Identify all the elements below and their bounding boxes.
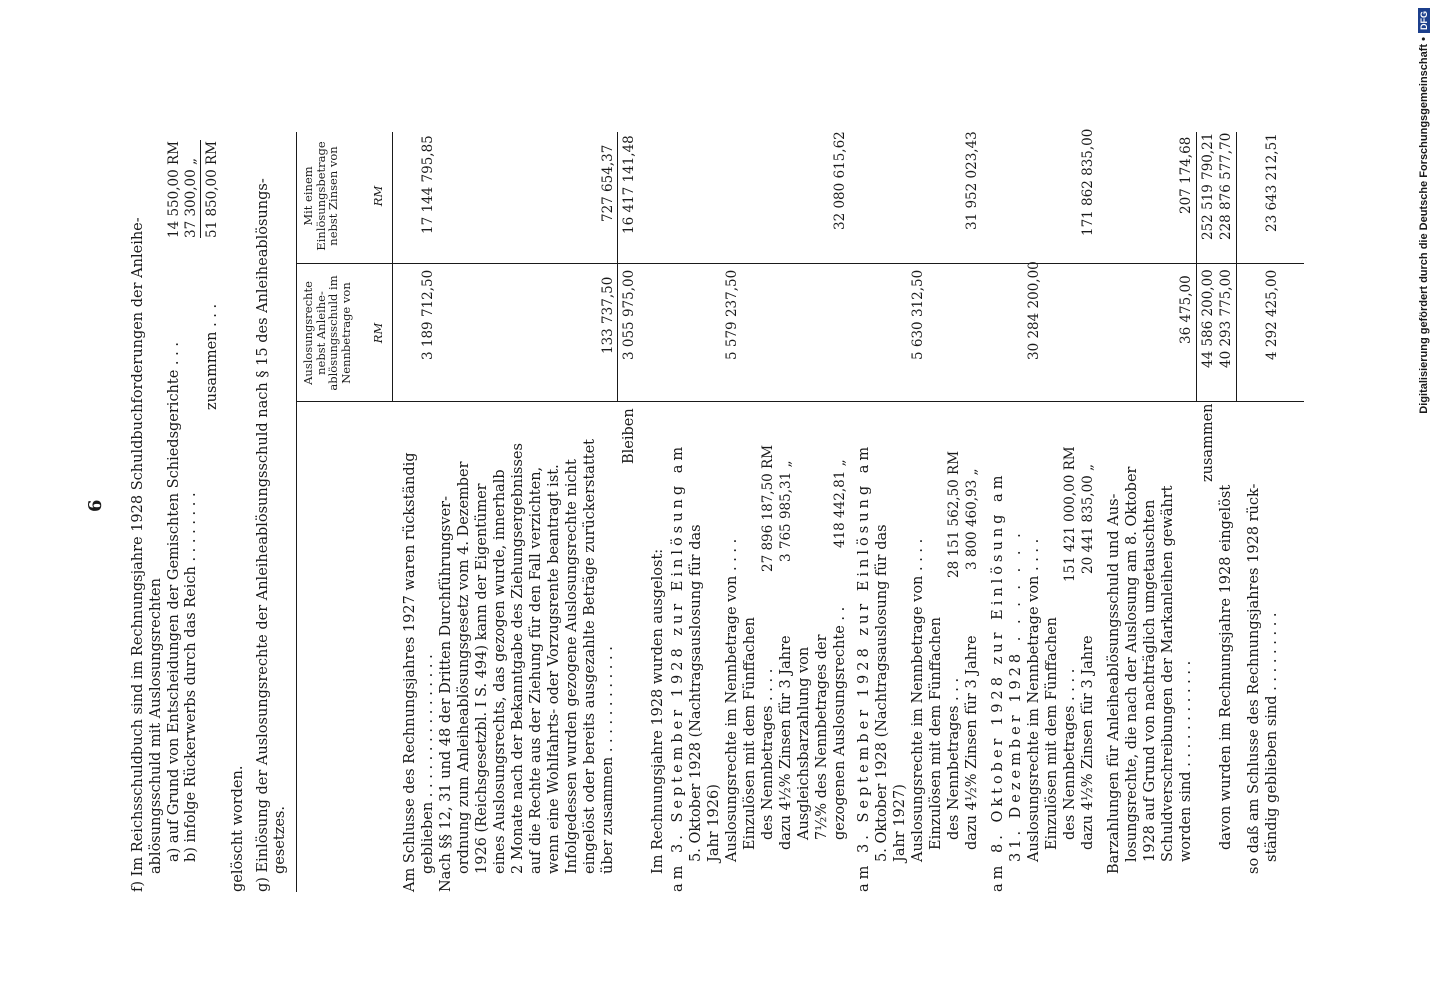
draw1-line-9: 7½% des Nennbetrages der — [814, 634, 830, 840]
draw2-line-3: Jahr 1927) — [892, 784, 908, 862]
draw3-line-6: dazu 4½% Zinsen für 3 Jahre — [1080, 635, 1096, 850]
table-col-rule-1 — [296, 401, 1304, 402]
draw2-amount: 31 952 023,43 — [964, 131, 980, 230]
f-line-a: a) auf Grund von Entscheidungen der Gemischten Schiedsgerichte . . . — [166, 342, 182, 862]
header-col-nominal-unit: RM — [371, 322, 385, 344]
draw2-line-2: 5. Oktober 1928 (Nachtragsauslosung für das — [874, 524, 890, 862]
zusammen-nominal: 44 586 200,00 — [1200, 269, 1216, 368]
block1-line-6: 2 Monate nach der Bekanntgabe des Ziehungsergebnisses — [510, 443, 526, 874]
draw2-line-5: Einzulösen mit dem Fünffachen — [928, 617, 944, 850]
header-col-nominal: Auslosungsrechte nebst Anleihe-ablösungsschuld im Nennbetrage von — [301, 275, 353, 391]
barz-amount: 207 174,68 — [1178, 136, 1194, 214]
draw3-line-2: 31. Dezember 1928 . . . . . . . — [1008, 529, 1024, 862]
block1-line-2: Nach §§ 12, 31 und 48 der Dritten Durchführungsver- — [438, 496, 454, 892]
draw3-line-4: Einzulösen mit dem Fünffachen — [1044, 617, 1060, 850]
block1-line-1: geblieben . . . . . . . . . . . . . . . . — [420, 654, 436, 874]
barz-line-1: losungsrechte, die nach der Auslosung am 8. Oktober — [1124, 466, 1140, 862]
dfg-logo: DFG — [1418, 8, 1430, 33]
draw2-value-1: 28 151 562,50 RM — [946, 450, 962, 578]
page-number: 6 — [85, 499, 106, 512]
draw1-nominal: 5 579 237,50 — [724, 269, 740, 360]
draw1-value-1: 27 896 187,50 RM — [760, 444, 776, 572]
draw3-line-5: des Nennbetrages . . . . — [1062, 668, 1078, 840]
header-col-amount-unit: RM — [371, 185, 385, 207]
f-b-value: 37 300,00 „ — [183, 158, 199, 238]
draw1-line-2: 5. Oktober 1928 (Nachtragsauslosung für das — [688, 524, 704, 862]
draw3-value-1: 151 421 000,00 RM — [1062, 446, 1078, 582]
header-col-amount: Mit einem Einlösungsbetrage nebst Zinsen von — [301, 141, 340, 251]
draw1-line-3: Jahr 1926) — [706, 784, 722, 862]
eingeloest-label: davon wurden im Rechnungsjahre 1928 eingelöst — [1218, 484, 1234, 850]
f-sum-rule — [200, 140, 201, 238]
block1-line-5: eines Auslosungsrechts, das gezogen wurde, innerhalb — [492, 469, 508, 874]
table-header-rule — [392, 132, 393, 402]
row1-nominal: 3 189 712,50 — [420, 269, 436, 360]
f-zusammen: zusammen . . . — [204, 303, 220, 410]
barz-line-3: Schuldverschreibungen der Markanleihen gewährt — [1160, 485, 1176, 862]
f-line-b: b) infolge Rückerwerbs durch das Reich . . . . . . . . — [183, 492, 199, 862]
row2-nominal: 133 737,50 — [600, 276, 616, 354]
zusammen-label: zusammen — [1200, 403, 1216, 482]
f-a-value: 14 550,00 RM — [166, 141, 182, 238]
eingeloest-nominal: 40 293 775,00 — [1218, 269, 1234, 368]
rest-line-2: ständig geblieben sind . . . . . . . . . — [1264, 612, 1280, 862]
block1-line-4: 1926 (Reichsgesetzbl. I S. 494) kann der Eigentümer — [474, 483, 490, 874]
draw2-line-6: des Nennbetrages . . . — [946, 677, 962, 840]
ausgelost-intro: Im Rechnungsjahre 1928 wurden ausgelost: — [650, 548, 666, 874]
table-col-rule-2 — [296, 263, 1304, 264]
f-line-2: ablösungsschuld mit Auslosungsrechten — [148, 578, 164, 874]
draw2-line-4: Auslosungsrechte im Nennbetrage von . . . . — [910, 538, 926, 862]
credit-strip — [1412, 0, 1434, 1000]
block1-line-8: wenn eine Wohlfahrts- oder Vorzugsrente beantragt ist. — [546, 464, 562, 874]
draw3-line-3: Auslosungsrechte im Nennbetrage von . . . . — [1026, 538, 1042, 862]
draw1-line-4: Auslosungsrechte im Nennbetrage von . . . . — [724, 538, 740, 862]
barz-line-4: worden sind . . . . . . . . . . . . — [1178, 660, 1194, 862]
draw2-line-7: dazu 4½% Zinsen für 3 Jahre — [964, 635, 980, 850]
draw1-line-10: gezogenen Auslosungsrechte . . — [832, 606, 848, 840]
barz-line-0: Barzahlungen für Anleiheablösungsschuld und Aus- — [1106, 493, 1122, 874]
draw3-amount: 171 862 835,00 — [1080, 128, 1096, 236]
draw1-line-1: am 3. September 1928 zur Einlösung am — [670, 442, 686, 892]
rest-line-1: so daß am Schlusse des Rechnungsjahres 1928 rück- — [1246, 483, 1262, 874]
block1-line-10: eingelöst oder bereits ausgezahlte Beträge zurückerstattet — [582, 438, 598, 874]
draw3-value-2: 20 441 835,00 „ — [1080, 463, 1096, 574]
bleiben-label: Bleiben — [621, 408, 637, 464]
f-sum-value: 51 850,00 RM — [204, 141, 220, 238]
draw2-nominal: 5 630 312,50 — [910, 269, 926, 360]
rest-nominal: 4 292 425,00 — [1264, 269, 1280, 360]
f-line-geloescht: gelöscht worden. — [230, 765, 246, 892]
g-line-2: gesetzes. — [272, 806, 288, 874]
draw1-line-6: des Nennbetrages . . . . — [760, 668, 776, 840]
credit-text: Digitalisierung gefördert durch die Deutsche Forschungsgemeinschaft • — [1418, 37, 1430, 414]
block1-line-7: auf die Rechte aus der Ziehung für den Fall verzichten, — [528, 466, 544, 874]
block1-line-11: über zusammen . . . . . . . . . . . . — [600, 646, 616, 874]
zusammen-rule — [1196, 132, 1197, 402]
draw2-line-1: am 3. September 1928 zur Einlösung am — [856, 442, 872, 892]
eingeloest-amount: 228 876 577,70 — [1218, 132, 1234, 240]
draw1-value-2: 3 765 985,31 „ — [778, 460, 794, 562]
draw2-value-2: 3 800 460,93 „ — [964, 468, 980, 570]
rest-rule — [1236, 132, 1237, 402]
g-line-1: g) Einlösung der Auslosungsrechte der Anleiheablösungsschuld nach § 15 des Anleiheablösungs- — [255, 178, 271, 892]
draw1-line-7: dazu 4½% Zinsen für 3 Jahre — [778, 635, 794, 850]
draw1-value-3: 418 442,81 „ — [832, 459, 848, 548]
credit-text-wrapper — [1412, 0, 1434, 1000]
bleiben-rule — [617, 132, 618, 402]
block1-line-0: Am Schlusse des Rechnungsjahres 1927 waren rückständig — [402, 452, 418, 892]
barz-nominal: 36 475,00 — [1178, 275, 1194, 344]
row1-amount: 17 144 795,85 — [420, 135, 436, 234]
draw3-line-1: am 8. Oktober 1928 zur Einlösung am — [990, 471, 1006, 892]
bleiben-nominal: 3 055 975,00 — [621, 269, 637, 360]
draw3-nominal: 30 284 200,00 — [1026, 261, 1042, 360]
barz-line-2: 1928 auf Grund von nachträglich umgetauschten — [1142, 499, 1158, 862]
draw1-line-8: Ausgleichsbarzahlung von — [796, 646, 812, 840]
zusammen-amount: 252 519 790,21 — [1200, 132, 1216, 240]
draw1-amount: 32 080 615,62 — [832, 131, 848, 230]
bleiben-amount: 16 417 141,48 — [621, 135, 637, 234]
rest-amount: 23 643 212,51 — [1264, 133, 1280, 232]
block1-line-9: Infolgedessen wurden gezogene Auslosungsrechte nicht — [564, 459, 580, 874]
table-top-rule — [296, 132, 297, 892]
row2-amount: 727 654,37 — [600, 144, 616, 222]
f-line-1: f) Im Reichsschuldbuch sind im Rechnungsjahre 1928 Schuldbuchforderungen der Anleihe- — [130, 217, 146, 892]
block1-line-3: ordnung zum Anleiheablösungsgesetz vom 4. Dezember — [456, 461, 472, 874]
draw1-line-5: Einzulösen mit dem Fünffachen — [742, 617, 758, 850]
